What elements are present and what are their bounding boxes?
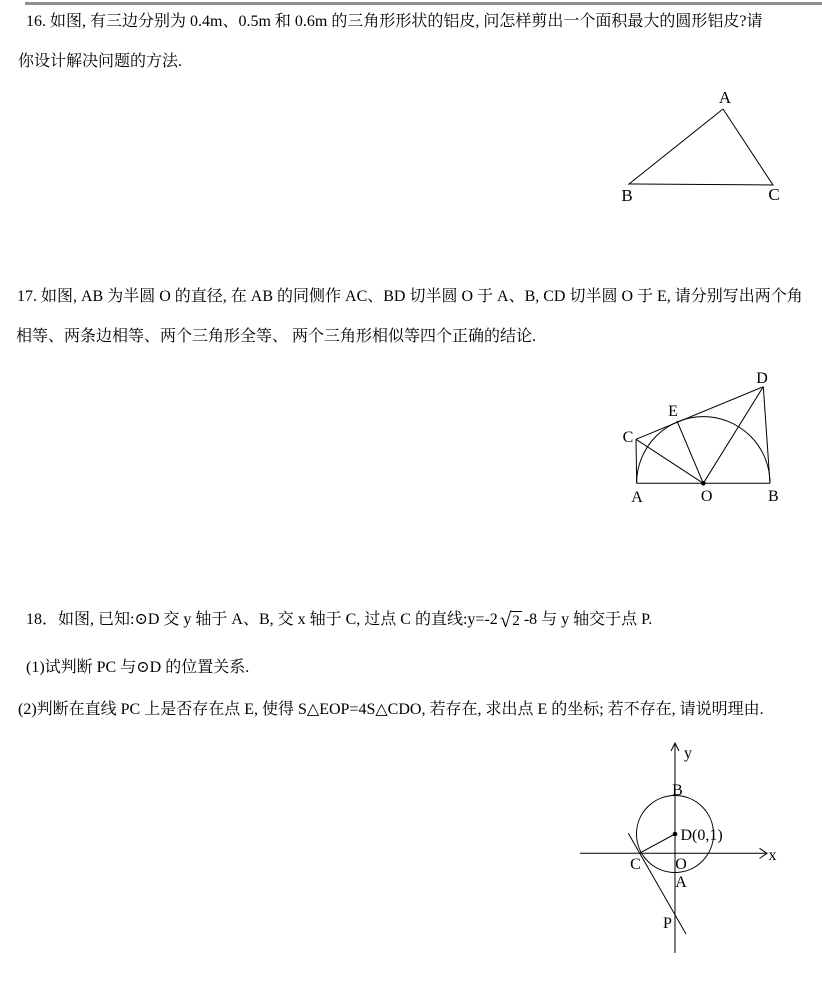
problem-18-part-1: (1)试判断 PC 与⊙D 的位置关系. bbox=[26, 659, 250, 676]
figure-17-semicircle bbox=[600, 365, 805, 510]
page-top-rule bbox=[25, 2, 822, 5]
problem-16-line-2: 你设计解决问题的方法. bbox=[18, 53, 183, 70]
tangent-bd bbox=[763, 387, 770, 484]
coordinate-drawing bbox=[575, 735, 800, 960]
problem-17-line-2: 相等、两条边相等、两个三角形全等、 两个三角形相似等四个正确的结论. bbox=[16, 328, 537, 345]
segment-co bbox=[636, 439, 703, 483]
triangle-outline bbox=[629, 109, 773, 185]
radius-dc bbox=[639, 834, 675, 853]
figure-16-triangle bbox=[600, 90, 800, 210]
point-label-d: D(0,1) bbox=[680, 827, 723, 844]
figure-18-coordinate-plane bbox=[575, 735, 800, 960]
semicircle-drawing bbox=[600, 365, 805, 510]
tangent-ac bbox=[636, 439, 637, 483]
semicircle-arc bbox=[637, 417, 770, 484]
point-label-a: A bbox=[631, 489, 643, 506]
problem-18-line-1 bbox=[26, 607, 653, 632]
equation-suffix: -8 与 y 轴交于点 P. bbox=[523, 611, 653, 628]
vertex-label-c: C bbox=[768, 185, 780, 204]
sqrt-radical bbox=[499, 607, 522, 632]
point-label-o: O bbox=[700, 488, 713, 505]
point-label-b: B bbox=[672, 782, 683, 799]
center-point-o bbox=[701, 481, 706, 486]
vertex-label-b: B bbox=[621, 186, 633, 205]
tangent-cd bbox=[636, 387, 763, 440]
point-label-c: C bbox=[630, 856, 641, 873]
triangle-abc-drawing bbox=[600, 90, 800, 210]
origin-label-o: O bbox=[675, 856, 687, 873]
point-label-d: D bbox=[756, 370, 768, 387]
point-label-p: P bbox=[663, 915, 672, 932]
problem-17-line-1: 17. 如图, AB 为半圆 O 的直径, 在 AB 的同侧作 AC、BD 切半圆 O 于 A、B, CD 切半圆 O 于 E, 请分别写出两个角 bbox=[17, 288, 803, 305]
point-label-b: B bbox=[767, 488, 779, 505]
equation-prefix: 18．如图, 已知:⊙D 交 y 轴于 A、B, 交 x 轴于 C, 过点 C 的直线:y=-2 bbox=[26, 611, 498, 628]
axis-label-y: y bbox=[684, 745, 692, 762]
vertex-label-a: A bbox=[718, 90, 732, 107]
axis-label-x: x bbox=[768, 847, 777, 864]
point-label-c: C bbox=[622, 429, 634, 446]
radical-sign: √ bbox=[499, 607, 512, 632]
segment-eo bbox=[677, 421, 703, 483]
segment-do bbox=[703, 387, 763, 484]
point-label-e: E bbox=[668, 403, 678, 420]
problem-16-line-1: 16. 如图, 有三边分别为 0.4m、0.5m 和 0.6m 的三角形形状的铝皮, 问怎样剪出一个面积最大的圆形铝皮?请 bbox=[26, 13, 763, 30]
problem-18-part-2: (2)判断在直线 PC 上是否存在点 E, 使得 S△EOP=4S△CDO, 若存在, 求出点 E 的坐标; 若不存在, 请说明理由. bbox=[18, 701, 764, 718]
point-label-a: A bbox=[675, 874, 687, 891]
radicand: 2 bbox=[512, 612, 520, 629]
